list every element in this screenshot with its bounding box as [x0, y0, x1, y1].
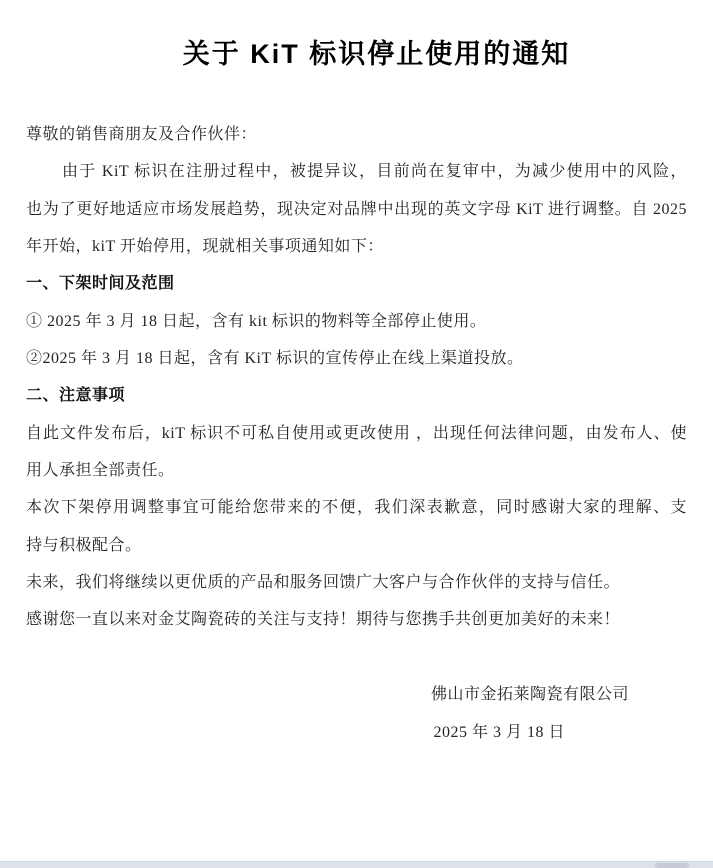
apology-paragraph-line-1: 本次下架停用调整事宜可能给您带来的不便，我们深表歉意，同时感谢大家的理解、支	[26, 499, 687, 517]
notice-title: 关于 KiT 标识停止使用的通知	[182, 39, 571, 69]
thanks-paragraph-line: 感谢您一直以来对金艾陶瓷砖的关注与支持！期待与您携手共创更加美好的未来！	[26, 611, 621, 629]
horizontal-scrollbar-thumb[interactable]	[655, 863, 689, 868]
section-heading-notes: 二、注意事项	[26, 387, 126, 405]
apology-paragraph-line-2: 持与积极配合。	[26, 536, 142, 554]
intro-paragraph-line-3: 年开始，kiT 开始停用，现就相关事项通知如下：	[26, 238, 384, 256]
section-heading-removal-scope: 一、下架时间及范围	[26, 275, 175, 293]
list-item-2: ②2025 年 3 月 18 日起，含有 KiT 标识的宣传停止在线上渠道投放。	[26, 350, 524, 368]
list-item-1: ① 2025 年 3 月 18 日起，含有 kit 标识的物料等全部停止使用。	[26, 312, 487, 330]
notes-paragraph-line-1: 自此文件发布后，kiT 标识不可私自使用或更改使用 ，出现任何法律问题，由发布人、使	[26, 424, 687, 442]
signature-date: 2025 年 3 月 18 日	[433, 723, 565, 741]
intro-paragraph-line-2: 也为了更好地适应市场发展趋势，现决定对品牌中出现的英文字母 KiT 进行调整。自 2025	[26, 200, 687, 218]
notice-body	[26, 116, 687, 751]
future-paragraph-line: 未来，我们将继续以更优质的产品和服务回馈广大客户与合作伙伴的支持与信任。	[26, 574, 621, 592]
notes-paragraph-line-2: 用人承担全部责任。	[26, 462, 175, 480]
signature-company: 佛山市金拓莱陶瓷有限公司	[430, 686, 629, 704]
blank-line	[26, 639, 687, 676]
horizontal-scrollbar[interactable]	[0, 861, 713, 868]
intro-paragraph-line-1: 由于 KiT 标识在注册过程中，被提异议，目前尚在复审中，为减少使用中的风险，	[62, 163, 687, 181]
greeting-line: 尊敬的销售商朋友及合作伙伴：	[26, 126, 258, 143]
